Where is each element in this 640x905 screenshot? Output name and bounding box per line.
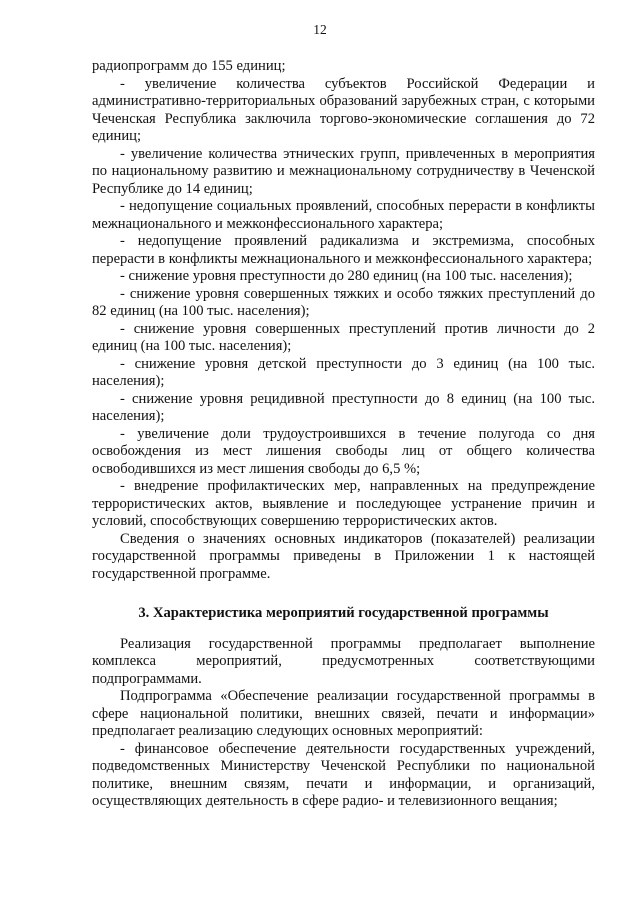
list-item: - увеличение количества субъектов Российской Федерации и административно-территориальных образований зарубежных стран, с которыми Чеченская Республика заключила торгово-экономические соглашения до 72 единиц; bbox=[92, 75, 595, 144]
list-item: - снижение уровня совершенных тяжких и особо тяжких преступлений до 82 единиц (на 100 тыс. населения); bbox=[92, 285, 595, 319]
list-item: - внедрение профилактических мер, направленных на предупреждение террористических актов, выявление и последующее устранение причин и условий, способствующих совершению террористических актов. bbox=[92, 478, 595, 529]
paragraph: Реализация государственной программы предполагает выполнение комплекса мероприятий, предусмотренных соответствующими подпрограммами. bbox=[92, 635, 595, 687]
list-item: - снижение уровня рецидивной преступности до 8 единиц (на 100 тыс. населения); bbox=[92, 390, 595, 424]
list-item: - недопущение социальных проявлений, способных перерасти в конфликты межнационального и межконфессионального характера; bbox=[92, 198, 595, 232]
list-item: - снижение уровня преступности до 280 единиц (на 100 тыс. населения); bbox=[120, 268, 573, 284]
list-item: - увеличение доли трудоустроившихся в течение полугода со дня освобождения из мест лишения свободы лиц от общего количества освободившихся из мест лишения свободы до 6,5 %; bbox=[92, 425, 595, 477]
paragraph: Сведения о значениях основных индикаторов (показателей) реализации государственной программы приведены в Приложении 1 к настоящей государственной программе. bbox=[92, 530, 595, 582]
section-heading: 3. Характеристика мероприятий государственной программы bbox=[138, 605, 549, 621]
list-item: - финансовое обеспечение деятельности государственных учреждений, подведомственных Министерству Чеченской Республики по национальной политике, внешним связям, печати и информации, и организаций, осуществляющих деятельность в сфере радио- и телевизионного вещания; bbox=[92, 740, 595, 809]
paragraph: Подпрограмма «Обеспечение реализации государственной программы в сфере национальной политики, внешних связей, печати и информации» предполагает реализацию следующих основных мероприятий: bbox=[92, 688, 595, 739]
list-item: - снижение уровня совершенных преступлений против личности до 2 единиц (на 100 тыс. населения); bbox=[92, 320, 595, 354]
page-number: 12 bbox=[313, 22, 327, 37]
list-item: - увеличение количества этнических групп, привлеченных в мероприятия по национальному развитию и межнациональному сотрудничеству в Чеченской Республике до 14 единиц; bbox=[92, 145, 595, 197]
list-item: - снижение уровня детской преступности до 3 единиц (на 100 тыс. населения); bbox=[92, 355, 595, 389]
paragraph: радиопрограмм до 155 единиц; bbox=[92, 58, 286, 74]
document-body bbox=[92, 58, 595, 811]
list-item: - недопущение проявлений радикализма и экстремизма, способных перерасти в конфликты межнационального и межконфессионального характера; bbox=[92, 233, 595, 267]
